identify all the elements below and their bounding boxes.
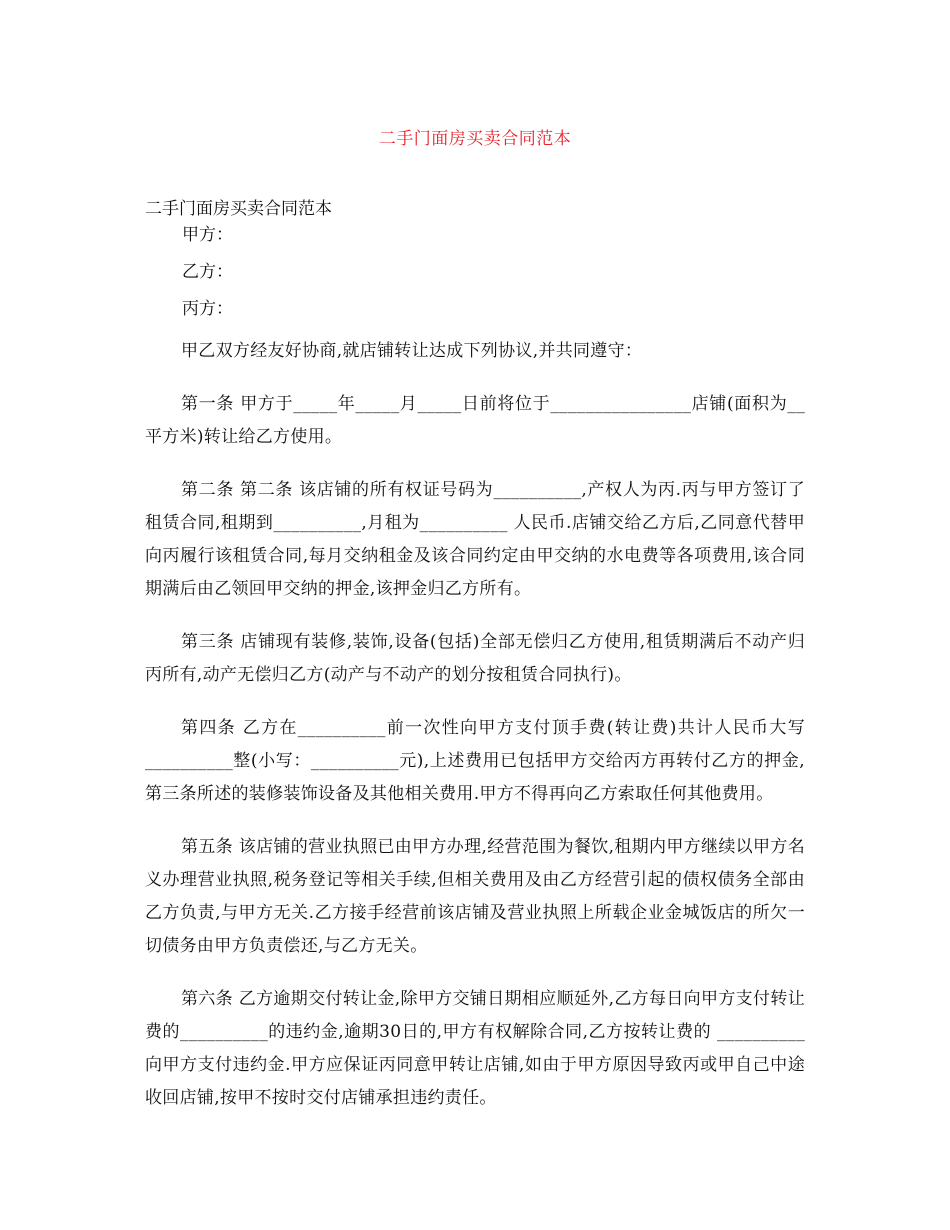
article-4: 第四条 乙方在__________前一次性向甲方支付顶手费(转让费)共计人民币大写__________整(小写：__________元),上述费用已包括甲方交给丙方再转付乙方的押金,第三条所述的装修装饰设备及其他相关费用.甲方不得再向乙方索取任何其他费用。 bbox=[145, 718, 805, 804]
party-c-label: 丙方： bbox=[182, 299, 233, 319]
article-5: 第五条 该店铺的营业执照已由甲方办理,经营范围为餐饮,租期内甲方继续以甲方名义办理营业执照,税务登记等相关手续,但相关费用及由乙方经营引起的债权债务全部由乙方负责,与甲方无关.乙方接手经营前该店铺及营业执照上所载企业金城饭店的所欠一切债务由甲方负责偿还,与乙方无关。 bbox=[145, 837, 805, 956]
document-title: 二手门面房买卖合同范本 bbox=[378, 129, 572, 149]
article-3: 第三条 店铺现有装修,装饰,设备(包括)全部无偿归乙方使用,租赁期满后不动产归丙所有,动产无偿归乙方(动产与不动产的划分按租赁合同执行)。 bbox=[145, 632, 805, 685]
article-2: 第二条 第二条 该店铺的所有权证号码为__________,产权人为丙.丙与甲方签订了租赁合同,租期到__________,月租为__________ 人民币.店铺交给乙方后,乙同意代替甲向丙履行该租赁合同,每月交纳租金及该合同约定由甲交纳的水电费等各项费用,该合同期满后由乙领回甲交纳的押金,该押金归乙方所有。 bbox=[145, 480, 805, 599]
party-b-label: 乙方： bbox=[182, 262, 233, 282]
article-6: 第六条 乙方逾期交付转让金,除甲方交铺日期相应顺延外,乙方每日向甲方支付转让费的__________的违约金,逾期30日的,甲方有权解除合同,乙方按转让费的 __________向甲方支付违约金.甲方应保证丙同意甲转让店铺,如由于甲方原因导致丙或甲自己中途收回店铺,按甲不按时交付店铺承担违约责任。 bbox=[145, 989, 805, 1108]
document-subtitle: 二手门面房买卖合同范本 bbox=[145, 199, 332, 219]
article-1: 第一条 甲方于_____年_____月_____日前将位于________________店铺(面积为__平方米)转让给乙方使用。 bbox=[145, 394, 805, 447]
document-body bbox=[145, 198, 805, 1135]
party-a-label: 甲方： bbox=[182, 225, 233, 245]
intro-paragraph: 甲乙双方经友好协商,就店铺转让达成下列协议,并共同遵守： bbox=[181, 341, 643, 361]
